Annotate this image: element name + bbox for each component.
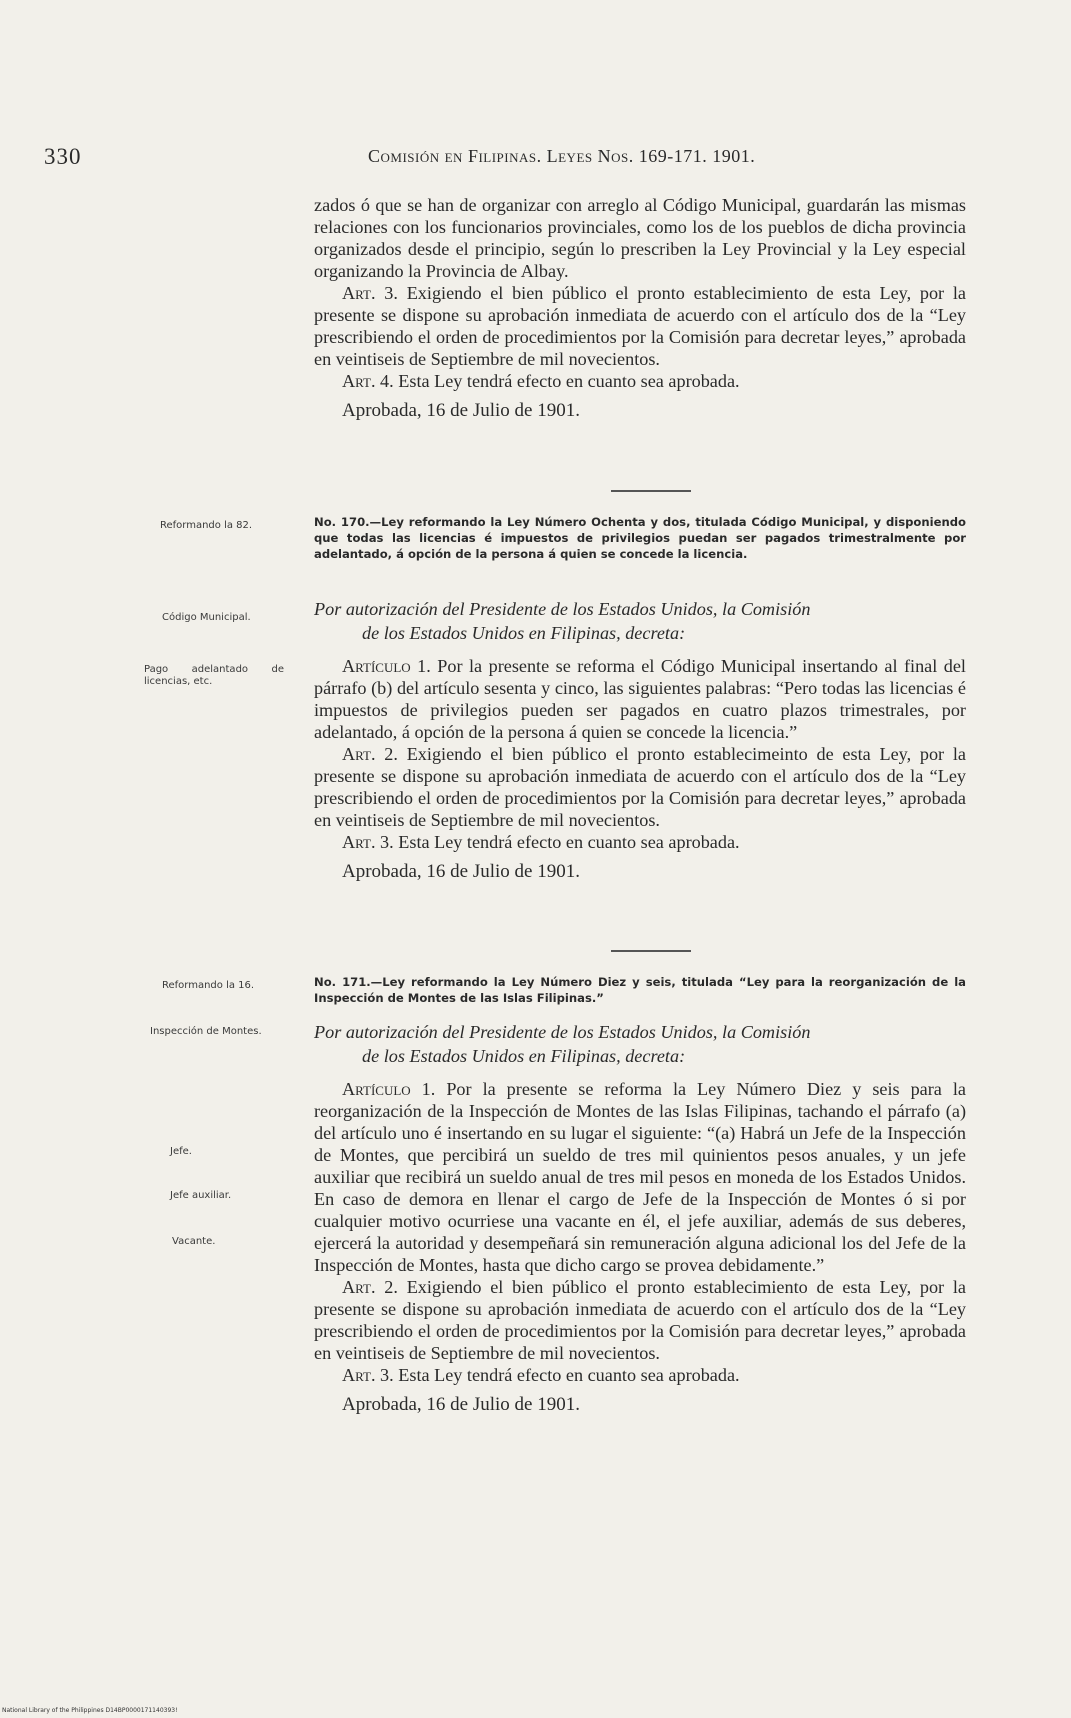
act-170-decree — [314, 597, 966, 645]
article-text: Exigiendo el bien público el pronto establecimiento de esta Ley, por la presente se dispone su aprobación inmediata de acuerdo con el artículo dos de la “Ley prescribiendo el orden de procedimientos por la Comisión para decretar leyes,” aprobada en veintiseis de Septiembre de mil novecientos. — [314, 1277, 967, 1363]
margin-note-inspection: Inspección de Montes. — [150, 1026, 262, 1037]
act-170-art2 — [314, 743, 966, 831]
margin-note-assistant: Jefe auxiliar. — [170, 1190, 232, 1201]
article-label: Art. 2. — [342, 744, 398, 764]
article-text: Exigiendo el bien público el pronto establecimeinto de esta Ley, por la presente se dispone su aprobación inmediata de acuerdo con el artículo dos de la “Ley prescribiendo el orden de procedimientos por la Comisión para decretar leyes,” aprobada en veintiseis de Septiembre de mil novecientos. — [314, 744, 967, 830]
act-170-art1 — [314, 655, 966, 743]
article-text: Esta Ley tendrá efecto en cuanto sea aprobada. — [398, 832, 740, 852]
act-171-title: No. 171.—Ley reformando la Ley Número Diez y seis, titulada “Ley para la reorganización de la Inspección de Montes de las Islas Filipinas.” — [314, 975, 966, 1005]
approval-date: Aprobada, 16 de Julio de 1901. — [342, 861, 580, 882]
margin-note-chief: Jefe. — [170, 1146, 192, 1157]
article-label: Art. 4. — [342, 371, 394, 391]
margin-note-code: Código Municipal. — [162, 612, 251, 623]
page-header — [40, 144, 980, 174]
continuation-section — [314, 194, 966, 422]
article-label: Art. 2. — [342, 1277, 398, 1297]
article-text: Por la presente se reforma el Código Municipal insertando al final del párrafo (b) del artículo sesenta y cinco, las siguientes palabras: “Pero todas las licencias é impuestos de privilegios pueden ser pagados en cuatro plazos trimestrales, por adelantado, á opción de la persona á quien se concede la licencia.” — [314, 656, 966, 742]
article-label: Artículo 1. — [342, 1079, 436, 1099]
act-171-body — [314, 1078, 966, 1416]
decree-line-1: Por autorización del Presidente de los Estados Unidos, la Comisión — [314, 599, 811, 619]
act-170-body — [314, 655, 966, 883]
scan-footer: National Library of the Philippines D14BP0000171140393! — [2, 1707, 178, 1714]
margin-note-reform: Reformando la 16. — [162, 980, 255, 991]
act-170-title: No. 170.—Ley reformando la Ley Número Ochenta y dos, titulada Código Municipal, y disponiendo que todas las licencias é impuestos de privilegios puedan ser pagados trimestralmente por adelantado, á opción de la persona á quien se concede la licencia. — [314, 515, 966, 561]
article-label: Art. 3. — [342, 283, 398, 303]
article-text: Esta Ley tendrá efecto en cuanto sea aprobada. — [398, 371, 740, 391]
margin-note-payment: Pago adelantado de licencias, etc. — [144, 664, 284, 687]
article-text: Por la presente se reforma la Ley Número Diez y seis para la reorganización de la Inspección de Montes de las Islas Filipinas, tachando el párrafo (a) del artículo uno é insertando en su lugar el siguiente: “(a) Habrá un Jefe de la Inspección de Montes, que percibirá un sueldo de tres mil quinientos pesos anuales, y un jefe auxiliar que recibirá un sueldo anual de tres mil pesos en moneda de los Estados Unidos. En caso de demora en llenar el cargo de Jefe de la Inspección de Montes ó si por cualquier motivo ocurriese una vacante en él, el jefe auxiliar, además de sus deberes, ejercerá la autoridad y desempeñará sin remuneración alguna adicional los del Jefe de la Inspección de Montes, hasta que dicho cargo se provea debidamente.” — [314, 1079, 966, 1275]
act-171-art3 — [314, 1364, 966, 1386]
act-170-art3 — [314, 831, 966, 853]
act-171-art1 — [314, 1078, 966, 1276]
article-label: Art. 3. — [342, 1365, 394, 1385]
article-label: Art. 3. — [342, 832, 394, 852]
act-171-decree — [314, 1020, 966, 1068]
continuation-art4 — [314, 370, 966, 392]
decree-line-2: de los Estados Unidos en Filipinas, decreta: — [362, 623, 686, 643]
decree-line-1: Por autorización del Presidente de los Estados Unidos, la Comisión — [314, 1022, 811, 1042]
page-number: 330 — [44, 144, 82, 169]
section-divider — [611, 950, 691, 952]
decree-line-2: de los Estados Unidos en Filipinas, decreta: — [362, 1046, 686, 1066]
margin-note-reform: Reformando la 82. — [160, 520, 253, 531]
article-text: Esta Ley tendrá efecto en cuanto sea aprobada. — [398, 1365, 740, 1385]
margin-note-vacancy: Vacante. — [172, 1236, 216, 1247]
section-divider — [611, 490, 691, 492]
continuation-paragraph: zados ó que se han de organizar con arreglo al Código Municipal, guardarán las mismas relaciones con los funcionarios provinciales, como los de los pueblos de dicha provincia organizados desde el principio, según lo prescriben la Ley Provincial y la Ley especial organizando la Provincia de Albay. — [314, 195, 966, 281]
running-head: Comisión en Filipinas. Leyes Nos. 169-171. 1901. — [368, 146, 756, 166]
approval-date: Aprobada, 16 de Julio de 1901. — [342, 1394, 580, 1415]
act-171-art2 — [314, 1276, 966, 1364]
continuation-art3 — [314, 282, 966, 370]
approval-date: Aprobada, 16 de Julio de 1901. — [342, 400, 580, 421]
article-label: Artículo 1. — [342, 656, 431, 676]
article-text: Exigiendo el bien público el pronto establecimiento de esta Ley, por la presente se dispone su aprobación inmediata de acuerdo con el artículo dos de la “Ley prescribiendo el orden de procedimientos por la Comisión para decretar leyes,” aprobada en veintiseis de Septiembre de mil novecientos. — [314, 283, 967, 369]
